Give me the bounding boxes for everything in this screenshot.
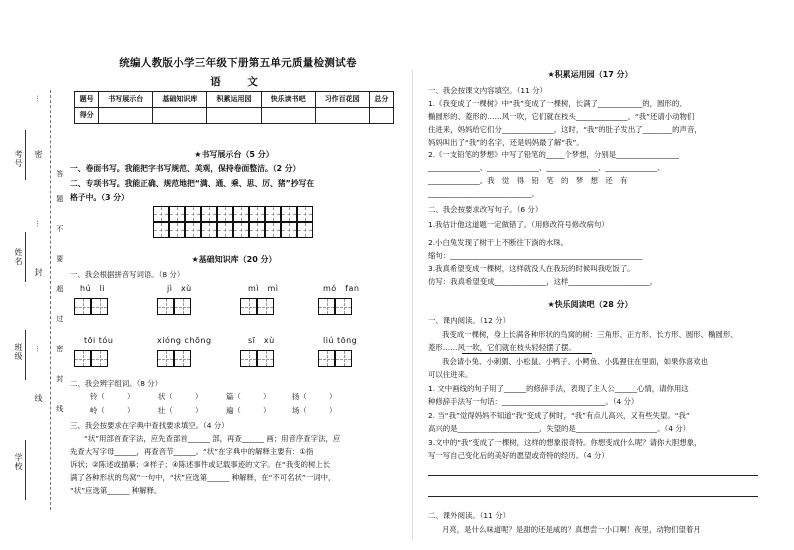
- fold-note-9: 线: [55, 405, 64, 413]
- pinyin-7: sī xù: [248, 336, 275, 345]
- passage-underline: [462, 353, 592, 354]
- writing-q1: 一、卷面书写。我能把字书写规范、美观，保持卷面整洁。（2 分）: [70, 164, 301, 173]
- accum-b3: ______________。我 觉 得 铅 笔 的 梦 想 还 有: [428, 176, 628, 185]
- char-pair: 遍（ ）: [226, 406, 271, 415]
- grid-cell[interactable]: [249, 222, 265, 238]
- grid-cell[interactable]: [281, 222, 297, 238]
- accum-a1: 1.《我变成了一棵树》中“我”变成了一棵树，长满了____________的，圆形的、: [428, 99, 687, 108]
- dict-line-5: “状”应选第______ 种解释。: [70, 486, 162, 495]
- dict-line-3: 诉状；②陈述或描摹；③样子；④陈述事件或记载事迹的文字。在“我变的树上长: [70, 460, 331, 469]
- class-line: [25, 330, 26, 380]
- accum-b1: 2.《一支铅笔的梦想》中写了铅笔的_____个梦想，分别是_________________: [428, 150, 679, 159]
- pinyin-box-5[interactable]: [74, 350, 108, 367]
- name-label: 姓名: [14, 248, 23, 266]
- fold-note-6: 过: [55, 315, 64, 323]
- grid-cell[interactable]: [201, 222, 217, 238]
- char-pair: 场（ ）: [292, 406, 337, 415]
- score-cell[interactable]: [207, 108, 261, 124]
- class-label: 班级: [14, 343, 23, 361]
- grid-cell[interactable]: [265, 206, 281, 222]
- grid-cell[interactable]: [265, 222, 281, 238]
- pinyin-box-3[interactable]: [240, 298, 274, 315]
- accum-c2: 2.小白兔发现了树干上不断往下淌的水珠。: [428, 238, 569, 247]
- score-header: 快乐读书吧: [261, 92, 315, 108]
- column-divider: [412, 70, 413, 540]
- fold-note-3: 不: [55, 225, 64, 233]
- section-basic-title: ★基础知识库（20 分）: [191, 255, 277, 264]
- reading-d1: 1. 文中画线的句子用了______的修辞手法，表现了主人公______心情，请你用这: [428, 384, 689, 393]
- dict-line-2: 先查大写字母______，再查音节______。“状”在字典中的解释主要有：①指: [70, 447, 314, 456]
- fold-note-1: 答: [55, 170, 64, 178]
- exam-no-label: 考号: [14, 150, 23, 168]
- score-cell[interactable]: [261, 108, 315, 124]
- grid-cell[interactable]: [297, 206, 313, 222]
- char-pair: 岭（ ）: [90, 406, 135, 415]
- basic-q3: 三、我会按要求在字典中查找要求填空。（4 分）: [70, 421, 229, 430]
- accum-c5: 仿写：我真希望变成______________，这样______________________。: [428, 277, 658, 286]
- char-pair: 状（ ）: [158, 392, 203, 401]
- grid-cell[interactable]: [233, 206, 249, 222]
- seal-char-feng: 封: [34, 268, 43, 277]
- pinyin-3: mì mì: [248, 284, 279, 293]
- pinyin-4: mó fan: [323, 284, 360, 293]
- exam-no-line: [25, 130, 26, 180]
- grid-cell[interactable]: [169, 206, 185, 222]
- score-cell[interactable]: [99, 108, 153, 124]
- school-line: [25, 440, 26, 500]
- pinyin-box-1[interactable]: [74, 298, 108, 315]
- score-cell[interactable]: [369, 108, 393, 124]
- score-header: 题号: [75, 92, 99, 108]
- score-header: 习作百花园: [315, 92, 369, 108]
- seal-char-xian: 线: [34, 394, 43, 403]
- reading-d5: 3.文中的“我”变成了一棵树，这样的想象很奇特。你想变成什么呢？请你大胆想象，: [428, 438, 702, 447]
- grid-cell[interactable]: [185, 206, 201, 222]
- fold-dots-1: …: [34, 95, 43, 102]
- reading-d6: 写一写自己变化后的美好的愿望或奇特的经历。（4 分）: [428, 451, 609, 460]
- pinyin-8: liú tōng: [323, 336, 358, 345]
- answer-line[interactable]: [428, 496, 758, 497]
- reading-d3: 2. 当“我”觉得妈妈不知道“我”变成了树时，“我”有点儿高兴，又有些失望。“我”: [428, 411, 690, 420]
- section-writing-title: ★书写展示台（5 分）: [194, 150, 274, 159]
- fold-note-8: 封: [55, 375, 64, 383]
- school-label: 学校: [14, 453, 23, 471]
- grid-cell[interactable]: [169, 222, 185, 238]
- char-pair: 扬（ ）: [292, 392, 337, 401]
- passage-line-4: 可以住进来。: [428, 370, 473, 379]
- fold-note-4: 要: [55, 255, 64, 263]
- pinyin-5: tōi tóu: [84, 336, 114, 345]
- score-cell[interactable]: [315, 108, 369, 124]
- reading-d4: 高兴的是______________________，失望的是______________________。（4 分）: [428, 424, 691, 433]
- writing-q2-line1: 二、专项书写。我能正确、规范地把“满、通、乘、思、厉、猪”抄写在: [70, 179, 315, 188]
- grid-cell[interactable]: [233, 222, 249, 238]
- grid-cell[interactable]: [201, 206, 217, 222]
- exam-title: 统编人教版小学三年级下册第五单元质量检测试卷: [119, 57, 357, 69]
- writing-q2-line2: 格子中。（3 分）: [70, 193, 129, 202]
- reading-q2: 二、课外阅读。（11 分）: [428, 511, 510, 520]
- reading-q1: 一、课内阅读。（12 分）: [428, 316, 510, 325]
- accum-c3: 缩句：____________________________________________________: [428, 251, 643, 260]
- accum-b4: ____________________________。: [428, 189, 539, 198]
- name-line: [25, 232, 26, 282]
- score-row-label: 得分: [75, 108, 99, 124]
- passage-line-1: 我变成一棵树，身上长满各种形状的鸟窝的树：三角形、正方形、长方形、圆形、椭圆形、: [442, 330, 738, 339]
- fold-dots-3: …: [34, 345, 43, 352]
- reading-d2: 种修辞手法写一句话：____________________________。（4 分）: [428, 397, 639, 406]
- passage-line-2: 菱形……风一吹，它们就在枝头轻轻摆了摆。: [428, 343, 576, 352]
- extra-passage-line-1: 月亮，是什么味道呢？是甜的还是咸的？真想尝一小口啊！夜里，动物们望着月: [442, 525, 701, 534]
- grid-cell[interactable]: [185, 222, 201, 238]
- copy-grid-2[interactable]: [153, 222, 313, 238]
- grid-cell[interactable]: [297, 222, 313, 238]
- accum-q2: 二、我会按要求改写句子。（6 分）: [428, 205, 543, 214]
- grid-cell[interactable]: [281, 206, 297, 222]
- copy-grid[interactable]: [153, 206, 313, 222]
- grid-cell[interactable]: [217, 206, 233, 222]
- accum-c4: 3.我真希望变成一棵树，这样就没人在我玩的时候叫我吃饭了。: [428, 264, 635, 273]
- score-header: 基础知识库: [153, 92, 207, 108]
- pinyin-box-2[interactable]: [157, 298, 191, 315]
- pinyin-box-6[interactable]: [157, 350, 191, 367]
- accum-a2: 椭圆形的、菱形的……风一吹，它们就在枝头______________。“我”还请小动物们: [428, 112, 695, 121]
- accum-b2: ______________、______________、______________、______________、: [428, 163, 665, 172]
- basic-q1: 一、我会根据拼音写词语。（8 分）: [70, 270, 185, 279]
- fold-note-2: 题: [55, 195, 64, 203]
- fold-note-5: 超: [55, 285, 64, 293]
- char-pair: 铃（ ）: [90, 392, 135, 401]
- grid-cell[interactable]: [153, 206, 169, 222]
- section-accumulate-title: ★积累运用园（17 分）: [547, 70, 633, 79]
- pinyin-6: xióng chōng: [157, 336, 212, 345]
- pinyin-box-7[interactable]: [240, 350, 274, 367]
- accum-c1: 1.我估计他这道题一定做错了。（用修改符号修改病句）: [428, 220, 609, 229]
- score-cell[interactable]: [153, 108, 207, 124]
- pinyin-box-8[interactable]: [318, 350, 352, 367]
- section-reading-title: ★快乐阅读吧（28 分）: [547, 300, 633, 309]
- char-pair: 壮（ ）: [158, 406, 203, 415]
- char-pair: 篇（ ）: [226, 392, 271, 401]
- score-header: 总分: [369, 92, 393, 108]
- accum-q1: 一、我会按课文内容填空。（11 分）: [428, 86, 547, 95]
- fold-note-7: 密: [55, 345, 64, 353]
- score-header: 积累运用园: [207, 92, 261, 108]
- fold-dots-2: …: [34, 220, 43, 227]
- score-header: 书写展示台: [99, 92, 153, 108]
- accum-a3: 住进来，妈妈给它们分______________。这时，“我”的肚子发出了________的声音，: [428, 125, 702, 134]
- pinyin-2: jì xù: [167, 284, 192, 293]
- seal-char-mi: 密: [34, 150, 43, 159]
- accum-a4: 妈妈叫出了“我”的名字，还是妈妈最了解“我”。: [428, 138, 584, 147]
- answer-line[interactable]: [428, 475, 758, 476]
- dict-line-4: 满了各种形状的鸟窝”一句中，“状”应选第______ 种解释，在“不可名状”一词中，: [70, 473, 336, 482]
- subject-title: 语 文: [210, 76, 266, 88]
- dict-line-1: “状”用部首查字法，应先查部首______ 部，再查______ 画；用音序查字法，应: [84, 434, 341, 443]
- pinyin-1: hú li: [80, 284, 106, 293]
- pinyin-box-4[interactable]: [318, 298, 352, 315]
- basic-q2: 二、我会辨字组词。（8 分）: [70, 379, 163, 388]
- score-table: [74, 91, 394, 124]
- passage-line-3: 我会请小兔、小刺猬、小松鼠、小鸭子、小鳄鱼、小狐狸住在里面，如果你喜欢也: [442, 357, 709, 366]
- grid-cell[interactable]: [217, 222, 233, 238]
- grid-cell[interactable]: [249, 206, 265, 222]
- seal-dashed-line: [50, 90, 51, 510]
- grid-cell[interactable]: [153, 222, 169, 238]
